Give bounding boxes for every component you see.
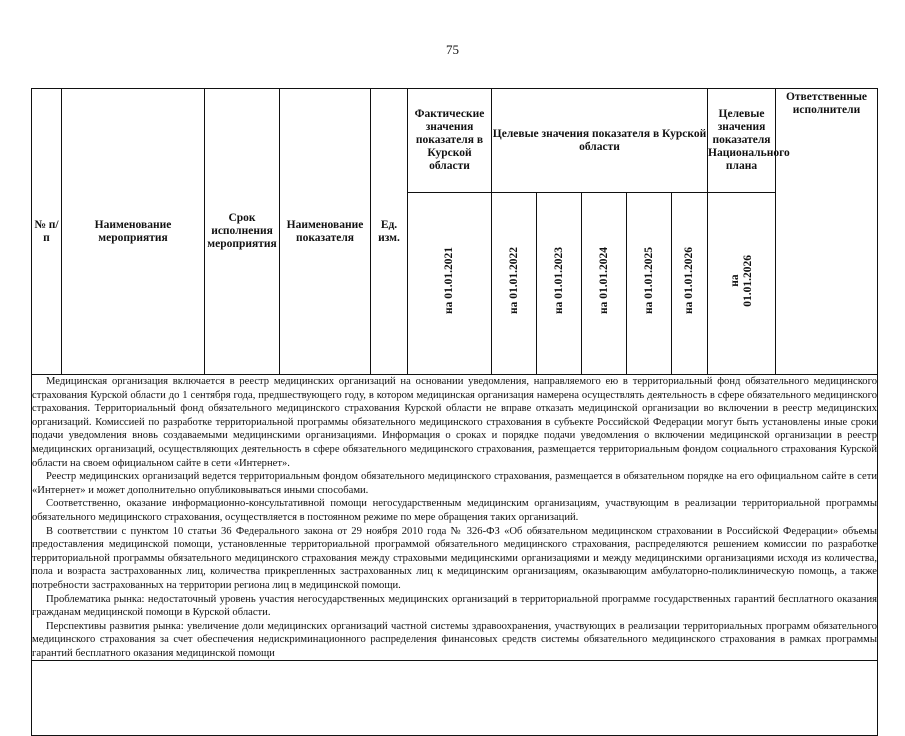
- header-measure-name: Наименование мероприятия: [62, 89, 205, 375]
- body-row: [32, 375, 878, 661]
- date-target-2024: на 01.01.2024: [597, 247, 610, 315]
- body-paragraph: Соответственно, оказание информационно-консультативной помощи негосударственным медицинским организациям, участвующим в реализации территориальной программы обязательного медицинского страхования, осуществляется в постоянном режиме по мере обращения таких организаций.: [32, 498, 877, 523]
- date-actual-cell: [408, 193, 492, 375]
- empty-cell: [32, 661, 878, 736]
- body-paragraph: Реестр медицинских организаций ведется территориальным фондом обязательного медицинского страхования, размещается в обязательном порядке на его официальном сайте в сети «Интернет» и может дополнительно опубликовываться иными способами.: [32, 471, 877, 496]
- body-paragraph: Проблематика рынка: недостаточный уровень участия негосударственных медицинских организаций в территориальной программе государственных гарантий бесплатного оказания гражданам медицинской помощи в Курской области.: [32, 593, 877, 619]
- header-unit: Ед. изм.: [371, 89, 408, 375]
- date-target-2025: на 01.01.2025: [642, 247, 655, 315]
- body-text-cell: [32, 375, 878, 661]
- measures-table: [31, 88, 878, 736]
- date-target-cell: [582, 193, 627, 375]
- empty-row: [32, 661, 878, 736]
- header-deadline: Срок исполнения мероприятия: [205, 89, 280, 375]
- date-national: на 01.01.2026: [728, 255, 754, 307]
- date-target-cell: [627, 193, 672, 375]
- header-indicator-name: Наименование показателя: [280, 89, 371, 375]
- date-target-cell: [537, 193, 582, 375]
- header-row-top: [32, 89, 878, 193]
- header-actual-values: Фактические значения показателя в Курской области: [408, 89, 492, 193]
- date-national-cell: [708, 193, 776, 375]
- header-responsible: Ответственные исполнители: [776, 89, 878, 375]
- header-national-plan: Целевые значения показателя Национального плана: [708, 89, 776, 193]
- date-target-cell: [672, 193, 708, 375]
- date-target-cell: [492, 193, 537, 375]
- date-actual: на 01.01.2021: [443, 247, 455, 315]
- header-num: № п/п: [32, 89, 62, 375]
- date-target-2023: на 01.01.2023: [552, 247, 565, 315]
- date-target-2026: на 01.01.2026: [683, 247, 695, 315]
- date-target-2022: на 01.01.2022: [507, 247, 520, 315]
- page-number: 75: [446, 42, 459, 57]
- body-paragraph: Перспективы развития рынка: увеличение доли медицинских организаций частной системы здравоохранения, участвующих в реализации территориальных программ обязательного медицинского страхования за счет обеспечения недискриминационного распределения финансовых средств системы обязательного медицинского страхования в рамках программы гарантий бесплатного оказания медицинской помощи: [32, 620, 877, 659]
- header-target-values: Целевые значения показателя в Курской области: [492, 89, 708, 193]
- body-paragraph: В соответствии с пунктом 10 статьи 36 Федерального закона от 29 ноября 2010 года № 326-ФЗ «Об обязательном медицинском страховании в Российской Федерации» объемы предоставления медицинской помощи, установленные территориальной программой обязательного медицинского страхования, распределяются решением комиссии по разработке территориальной программы обязательного медицинского страхования между страховыми медицинскими организациями и между медицинскими организациями исходя из количества, пола и возраста застрахованных лиц, количества прикрепленных застрахованных лиц к медицинским организациям, оказывающим амбулаторно-поликлиническую помощь, а также потребности застрахованных на территории региона лиц в медицинской помощи.: [32, 525, 877, 591]
- body-paragraph: Медицинская организация включается в реестр медицинских организаций на основании уведомления, направляемого ею в территориальный фонд обязательного медицинского страхования Курской области до 1 сентября года, предшествующего году, в котором медицинская организация намерена осуществлять деятельность в сфере обязательного медицинского страхования. Территориальный фонд обязательного медицинского страхования Курской области не вправе отказать медицинской организации во включении в реестр медицинских организаций. Комиссией по разработке территориальной программы обязательного медицинского страхования в субъекте Российской Федерации могут быть установлены иные сроки подачи уведомления вновь создаваемыми медицинскими организациями. Информация о сроках и порядке подачи уведомления о включении медицинской организации в реестр медицинских организаций, осуществляющих деятельность в сфере обязательного медицинского страхования, размещается территориальным фондом социального страхования Курской области на своем официальном сайте в сети «Интернет».: [32, 376, 877, 469]
